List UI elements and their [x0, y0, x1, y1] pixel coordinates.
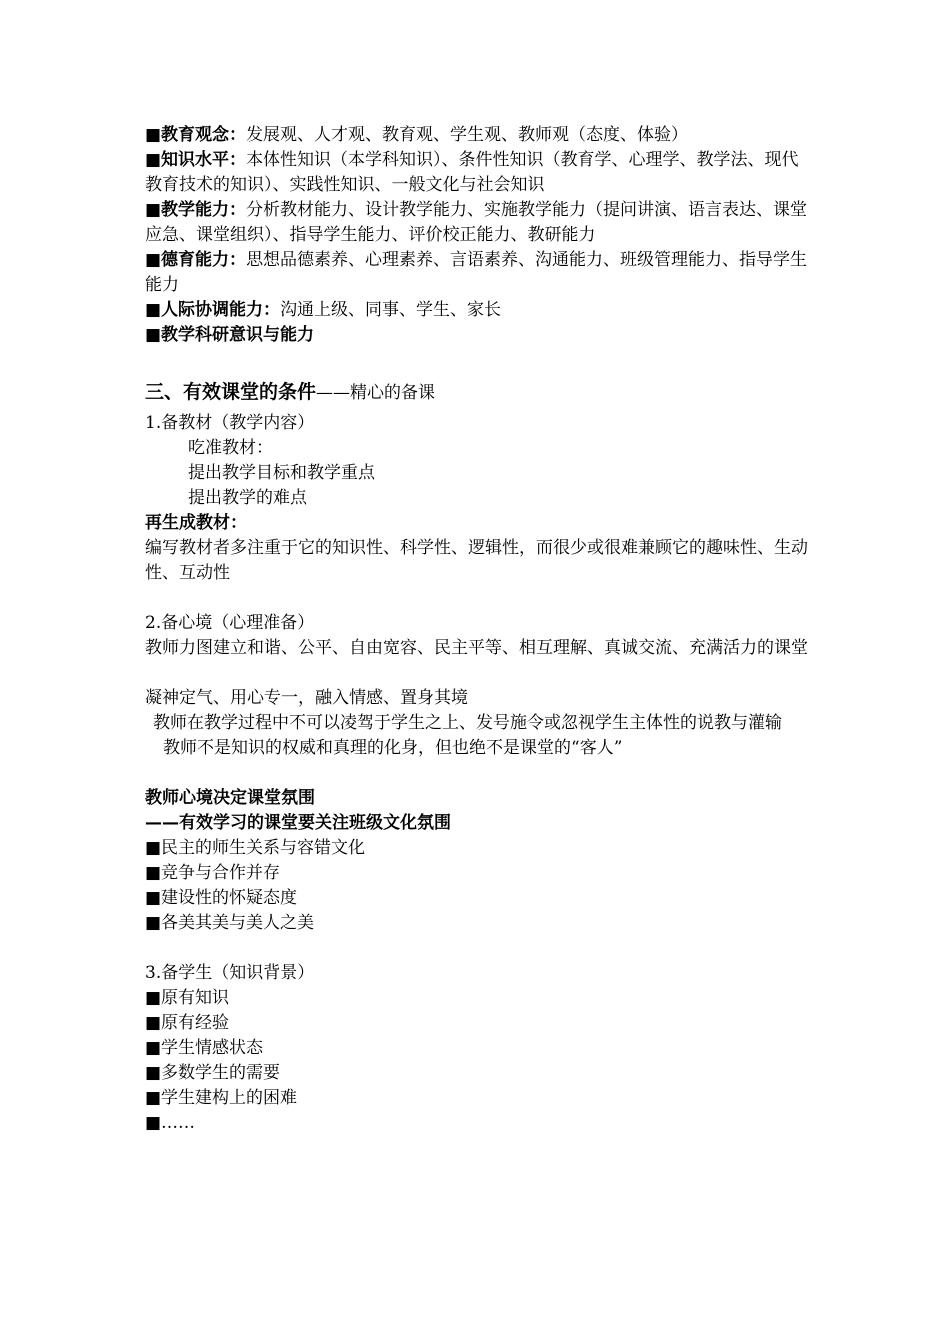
part3-bullet: ■学生建构上的困难	[145, 1088, 298, 1108]
section-title: 三、有效课堂的条件	[145, 381, 317, 403]
part3-bullet: ■原有知识	[145, 988, 230, 1008]
quality-item	[145, 123, 810, 148]
quality-label: ■教学科研意识与能力	[145, 325, 315, 345]
part2-text: 教师不是知识的权威和真理的化身，但也绝不是课堂的“客人”	[163, 738, 623, 758]
quality-label: ■教育观念：	[145, 125, 247, 145]
part2-text: 教师力图建立和谐、公平、自由宽容、民主平等、相互理解、真诚交流、充满活力的课堂	[145, 638, 808, 658]
quality-item	[145, 148, 810, 198]
quality-label: ■德育能力：	[145, 250, 247, 270]
quality-text: 分析教材能力、设计教学能力、实施教学能力（提问讲演、语言表达、课堂应急、课堂组织）、指导学生能力、评价校正能力、教研能力	[145, 200, 808, 245]
part2-bold-subheading: ——有效学习的课堂要关注班级文化氛围	[145, 813, 451, 833]
part3-heading: 3.备学生（知识背景）	[145, 963, 315, 983]
quality-label: ■人际协调能力：	[145, 300, 281, 320]
part2-heading: 2.备心境（心理准备）	[145, 613, 315, 633]
part2-text: 凝神定气、用心专一，融入情感、置身其境	[145, 688, 468, 708]
teacher-qualities-list	[145, 123, 810, 348]
part2-bullet: ■竞争与合作并存	[145, 863, 281, 883]
part3-bullet: ■……	[145, 1113, 196, 1133]
quality-text: 思想品德素养、心理素养、言语素养、沟通能力、班级管理能力、指导学生能力	[145, 250, 808, 295]
part1-sub-item: 吃准教材：	[188, 438, 273, 458]
document-page	[145, 123, 810, 1136]
part3-bullet: ■原有经验	[145, 1013, 230, 1033]
part2-bullet: ■各美其美与美人之美	[145, 913, 315, 933]
quality-label: ■知识水平：	[145, 150, 247, 170]
regen-text: 编写教材者多注重于它的知识性、科学性、逻辑性，而很少或很难兼顾它的趣味性、生动性、互动性	[145, 538, 808, 583]
quality-label: ■教学能力：	[145, 200, 247, 220]
quality-item	[145, 198, 810, 248]
part1-sub-item: 提出教学目标和教学重点	[188, 463, 375, 483]
part2-bullet: ■建设性的怀疑态度	[145, 888, 298, 908]
section-subtitle: ——精心的备课	[316, 383, 436, 403]
part1-heading: 1.备教材（教学内容）	[145, 413, 315, 433]
regen-label: 再生成教材：	[145, 513, 247, 533]
part3-bullet: ■学生情感状态	[145, 1038, 264, 1058]
quality-text: 本体性知识（本学科知识）、条件性知识（教育学、心理学、教学法、现代教育技术的知识）、实践性知识、一般文化与社会知识	[145, 150, 799, 195]
part2-text: 教师在教学过程中不可以凌驾于学生之上、发号施令或忽视学生主体性的说教与灌输	[153, 713, 782, 733]
part3-bullet: ■多数学生的需要	[145, 1063, 281, 1083]
part2-bullet: ■民主的师生关系与容错文化	[145, 838, 366, 858]
quality-item	[145, 248, 810, 298]
quality-item	[145, 323, 810, 348]
section-heading	[145, 378, 810, 407]
quality-text: 发展观、人才观、教育观、学生观、教师观（态度、体验）	[246, 125, 689, 145]
quality-item	[145, 298, 810, 323]
part2-bold-heading: 教师心境决定课堂氛围	[145, 788, 315, 808]
part1-sub-item: 提出教学的难点	[188, 488, 307, 508]
quality-text: 沟通上级、同事、学生、家长	[280, 300, 502, 320]
